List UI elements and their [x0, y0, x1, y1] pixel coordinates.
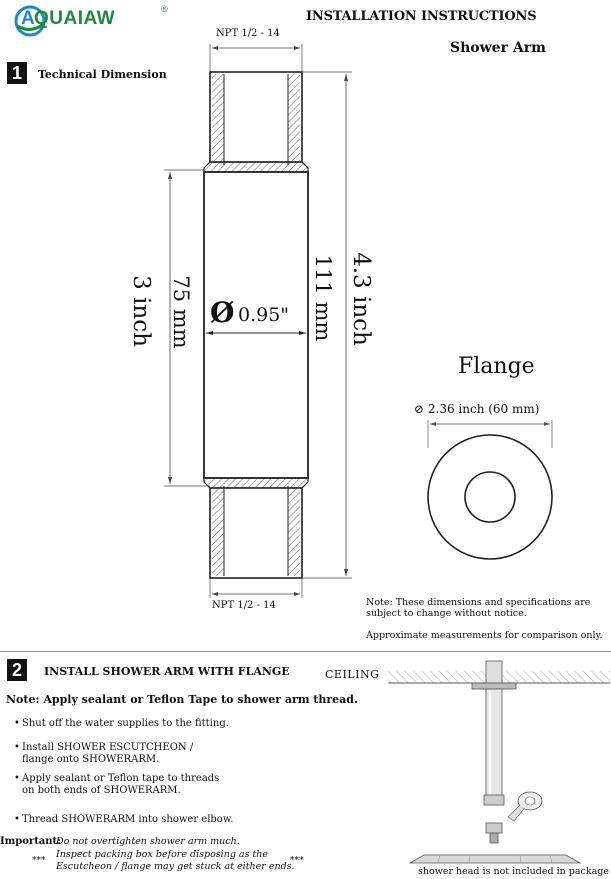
important-text-1: Do not overtighten shower arm much. — [56, 836, 240, 847]
section-1-title: Technical Dimension — [38, 68, 167, 81]
flange-size: ⊘ 2.36 inch (60 mm) — [414, 402, 540, 416]
flange-title: Flange — [458, 354, 535, 379]
important-label: Important: — [0, 836, 61, 847]
approx-note: Approximate measurements for comparison only. — [366, 630, 603, 641]
registered-mark: ® — [161, 4, 168, 14]
dim-inner-inch: 3 inch — [128, 275, 154, 347]
shower-caption: shower head is not included in package — [418, 866, 609, 877]
stars-right: *** — [290, 856, 304, 866]
ceiling-label: CEILING — [325, 668, 380, 681]
section-2-number: 2 — [7, 659, 27, 681]
section-2-note: Note: Apply sealant or Teflon Tape to shower arm thread. — [6, 693, 358, 706]
dim-inner-mm: 75 mm — [169, 275, 193, 349]
stars-left: *** — [32, 856, 46, 866]
dim-outer-inch: 4.3 inch — [348, 252, 374, 346]
important-text-2: Inspect packing box before disposing as the Escutcheon / flange may get stuck at either ends. — [56, 849, 295, 872]
section-divider — [0, 651, 611, 652]
install-illustration — [380, 655, 611, 879]
logo-letter-a: A — [21, 8, 35, 29]
shower-head-icon — [410, 855, 580, 863]
diameter-symbol: Ø — [210, 296, 235, 329]
doc-title: INSTALLATION INSTRUCTIONS — [306, 9, 537, 24]
diameter-value: 0.95" — [238, 304, 290, 326]
flange-inner-hole — [465, 472, 515, 522]
section-2-title: INSTALL SHOWER ARM WITH FLANGE — [44, 665, 290, 678]
doc-subtitle: Shower Arm — [450, 40, 546, 56]
npt-top-label: NPT 1/2 - 14 — [216, 28, 280, 39]
dim-outer-mm: 111 mm — [311, 254, 335, 342]
npt-bottom-label: NPT 1/2 - 14 — [212, 600, 276, 611]
section-1-number: 1 — [7, 62, 27, 84]
spec-note: Note: These dimensions and specifications are subject to change without notice. — [366, 597, 591, 619]
brand-name: QUAIAW — [34, 8, 116, 29]
